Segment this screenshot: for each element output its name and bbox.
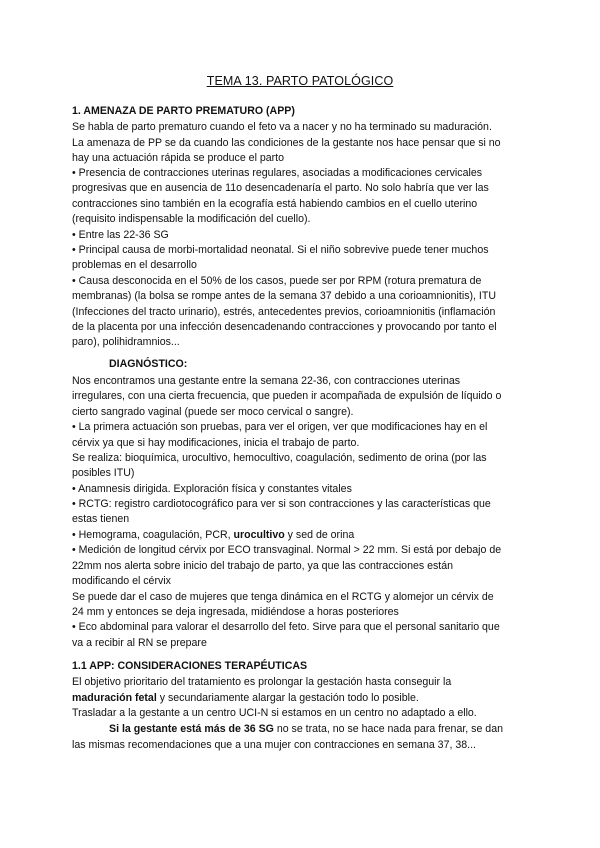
bullet-line: • RCTG: registro cardiotocográfico para ver si son contracciones y las características que — [72, 498, 491, 510]
paragraph-line: de la placenta por una infección desencadenando contracciones y provocando por tanto el — [72, 321, 497, 333]
paragraph-line: Nos encontramos una gestante entre la semana 22-36, con contracciones uterinas — [72, 375, 461, 387]
paragraph-line: 24 mm y entonces se deja ingresada, midiéndose a horas posteriores — [72, 606, 399, 618]
bullet-line: • Entre las 22-36 SG — [72, 229, 169, 241]
bullet-line-hemograma — [72, 527, 354, 543]
gestante-36sg-bold: Si la gestante está más de 36 SG — [109, 723, 274, 735]
paragraph-line: (requisito indispensable la modificación del cuello). — [72, 213, 311, 225]
maduracion-rest: y secundariamente alargar la gestación todo lo posible. — [156, 692, 419, 704]
hemograma-suffix: y sed de orina — [284, 529, 355, 541]
bullet-line: • Eco abdominal para valorar el desarrollo del feto. Sirve para que el personal sanitario que — [72, 621, 500, 633]
page-title: TEMA 13. PARTO PATOLÓGICO — [206, 74, 394, 88]
bullet-line: • Medición de longitud cérvix por ECO transvaginal. Normal > 22 mm. Si está por debajo de — [72, 544, 502, 556]
paragraph-line: las mismas recomendaciones que a una mujer con contracciones en semana 37, 38... — [72, 739, 476, 751]
paragraph-line: modificando el cérvix — [72, 575, 171, 587]
paragraph-line: Se habla de parto prematuro cuando el feto va a nacer y no ha terminado su maduración. — [72, 121, 492, 133]
section-heading-diagnostico: DIAGNÓSTICO: — [109, 358, 188, 370]
hemograma-prefix: • Hemograma, coagulación, PCR, — [72, 529, 234, 541]
paragraph-line: progresivas que en ausencia de 11o desencadenaría el parto. No solo habría que ver las — [72, 182, 489, 194]
paragraph-line: Se realiza: bioquímica, urocultivo, hemocultivo, coagulación, sedimento de orina (por las — [72, 452, 487, 464]
paragraph-line: El objetivo prioritario del tratamiento es prolongar la gestación hasta conseguir la — [72, 676, 452, 688]
section-heading-app: 1. AMENAZA DE PARTO PREMATURO (APP) — [72, 105, 295, 117]
paragraph-line: (Infecciones del tracto urinario), estrés, antecedentes previos, corioamnionitis (inflamación — [72, 306, 496, 318]
bullet-line: • La primera actuación son pruebas, para ver el origen, ver que modificaciones hay en el — [72, 421, 488, 433]
paragraph-line-36sg — [109, 721, 503, 737]
paragraph-line: paro), polihidramnios... — [72, 336, 180, 348]
paragraph-line-maduracion — [72, 690, 419, 706]
paragraph-line: estas tienen — [72, 513, 130, 525]
bullet-line: • Anamnesis dirigida. Exploración física y constantes vitales — [72, 483, 352, 495]
paragraph-line: hay una actuación rápida se produce el parto — [72, 152, 285, 164]
paragraph-line: 22mm nos alerta sobre inicio del trabajo de parto, ya que las contracciones están — [72, 560, 454, 572]
paragraph-line: La amenaza de PP se da cuando las condiciones de la gestante nos hace pensar que si no — [72, 137, 501, 149]
paragraph-line: contracciones sino también en la ecografía está habiendo cambios en el cuello uterino — [72, 198, 478, 210]
paragraph-line: irregulares, con una cierta frecuencia, que pueden ir acompañada de expulsión de líquido o — [72, 390, 502, 402]
paragraph-line: cierto sangrado vaginal (puede ser moco cervical o sangre). — [72, 406, 354, 418]
paragraph-line: problemas en el desarrollo — [72, 259, 197, 271]
bullet-line: • Presencia de contracciones uterinas regulares, asociadas a modificaciones cervicales — [72, 167, 483, 179]
paragraph-line: membranas) (la bolsa se rompe antes de la semana 37 debido a una corioamnionitis), ITU — [72, 290, 496, 302]
bullet-line: • Causa desconocida en el 50% de los casos, puede ser por RPM (rotura prematura de — [72, 275, 482, 287]
paragraph-line: va a recibir al RN se prepare — [72, 637, 207, 649]
paragraph-line: cérvix ya que si hay modificaciones, inicia el trabajo de parto. — [72, 437, 360, 449]
paragraph-line: posibles ITU) — [72, 467, 135, 479]
bullet-line: • Principal causa de morbi-mortalidad neonatal. Si el niño sobrevive puede tener muchos — [72, 244, 489, 256]
paragraph-line: Trasladar a la gestante a un centro UCI-N si estamos en un centro no adaptado a ello. — [72, 707, 477, 719]
section-heading-consideraciones: 1.1 APP: CONSIDERACIONES TERAPÉUTICAS — [72, 660, 308, 672]
urocultivo-bold: urocultivo — [233, 529, 285, 541]
gestante-36sg-rest: no se trata, no se hace nada para frenar, se dan — [273, 723, 503, 735]
maduracion-fetal-bold: maduración fetal — [72, 692, 157, 704]
paragraph-line: Se puede dar el caso de mujeres que tenga dinámica en el RCTG y alomejor un cérvix de — [72, 591, 494, 603]
